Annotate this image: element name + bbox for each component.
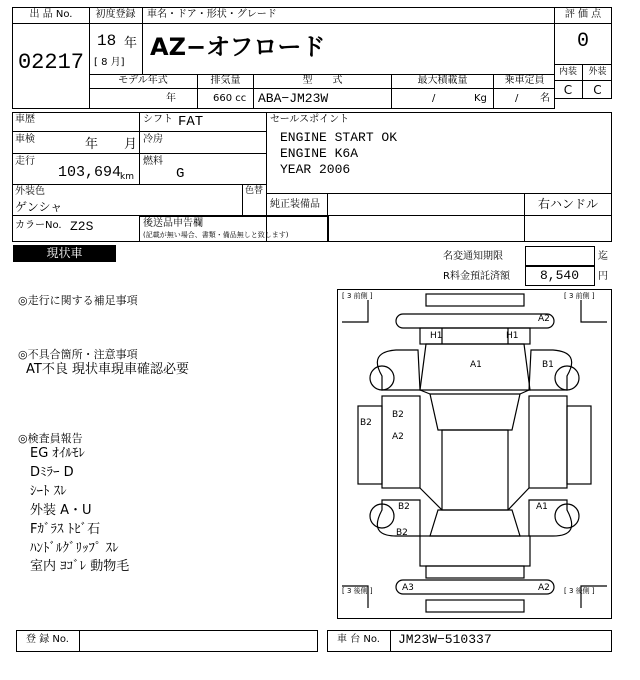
defect-text: AT不良 現状車現車確認必要: [26, 362, 189, 377]
inspector-item: 室内 ﾖｺﾞﾚ 動物毛: [30, 559, 130, 574]
equipment-label: 純正装備品: [270, 199, 320, 210]
recycle-unit: 円: [598, 271, 608, 282]
driving-notes-label: ◎走行に関する補足事項: [18, 294, 138, 307]
car-name-label: 車名・ドア・形状・グレード: [143, 7, 555, 24]
inspection-row: [12, 132, 267, 154]
registration-number-label: 登 録 No.: [16, 630, 80, 652]
damage-mark: H1: [506, 331, 519, 341]
inspector-label: ◎検査員報告: [18, 432, 83, 445]
damage-mark: B2: [398, 502, 410, 512]
displacement-label: 排気量: [198, 74, 254, 89]
score-label: 評 価 点: [554, 7, 612, 24]
color: ゲンシャ: [15, 200, 63, 214]
mileage: 103,694: [58, 164, 122, 181]
exterior-grade: C: [593, 83, 602, 97]
lot-number: 02217: [17, 50, 84, 75]
sales-point-3: YEAR 2006: [280, 162, 351, 177]
notice-label: 名変通知期限: [443, 251, 503, 262]
notice-unit: 迄: [598, 251, 608, 262]
car-name: AZ−オフロード: [150, 33, 326, 61]
damage-mark: A1: [536, 502, 548, 512]
damage-mark: B2: [392, 410, 404, 420]
rear-window: [430, 510, 520, 536]
damage-mark: B2: [396, 528, 408, 538]
color-no-label: カラーNo.: [15, 220, 62, 231]
mileage-unit: km: [120, 172, 134, 182]
interior-grade: C: [554, 81, 583, 99]
displacement: 660 cc: [213, 93, 247, 104]
chassis-number-label: 車 台 No.: [327, 630, 391, 652]
max-load-label: 最大積載量: [392, 74, 494, 89]
history-label: 車歴: [15, 114, 35, 125]
fuel-label: 燃料: [143, 156, 163, 167]
corner-label-br: [ 3 後側 ]: [564, 587, 595, 595]
damage-mark: B2: [360, 418, 372, 428]
equipment-divider: [524, 216, 525, 242]
docs-label: 後送品申告欄: [143, 218, 203, 229]
docs-note: (記載が無い場合、書類・備品無しと致します): [143, 231, 289, 239]
vehicle-diagram: [337, 289, 612, 619]
shift-label: シフト: [143, 114, 173, 125]
ac-label: 冷房: [143, 134, 163, 145]
max-load-slash: /: [432, 93, 436, 104]
sales-point-2: ENGINE K6A: [280, 146, 359, 161]
windshield: [430, 394, 520, 430]
first-reg-year: 18: [97, 32, 117, 50]
front-bumper: [396, 314, 554, 328]
first-reg-month: [ 8 月]: [94, 57, 125, 68]
inspection-label: 車検: [15, 134, 35, 145]
rear-lights: [426, 566, 524, 578]
damage-mark: A3: [402, 583, 414, 593]
corner-bracket-tr: [581, 300, 607, 322]
model-year-cell: [89, 89, 198, 109]
vehicle-outline: [338, 290, 611, 618]
inspector-item: ｼｰﾄ ｽﾚ: [30, 484, 67, 499]
inspector-item: Dﾐﾗｰ D: [30, 465, 74, 480]
first-registration-label: 初度登録: [89, 7, 143, 24]
first-reg-year-unit: 年: [124, 36, 138, 51]
damage-mark: A1: [470, 360, 482, 370]
rear-under: [426, 600, 524, 612]
repaint-label: 色替: [245, 186, 264, 196]
inspector-item: ﾊﾝﾄﾞﾙｸﾞﾘｯﾌﾟ ｽﾚ: [30, 541, 119, 556]
exterior-label: 外装: [583, 64, 612, 81]
left-front-fender: [377, 350, 420, 390]
recycle-label: R料金預託済額: [443, 271, 510, 282]
model-year-unit: 年: [166, 93, 176, 104]
damage-mark: A2: [538, 314, 550, 324]
damage-mark: B1: [542, 360, 554, 370]
front-under: [426, 294, 524, 306]
color-label: 外装色: [15, 186, 45, 197]
right-body-side: [567, 406, 591, 484]
damage-mark: A2: [538, 583, 550, 593]
capacity-slash: /: [515, 93, 519, 104]
rear-bumper: [396, 580, 554, 594]
score-value: 0: [576, 30, 589, 53]
notice-box: [525, 246, 595, 266]
fuel: G: [176, 166, 185, 182]
mileage-label: 走行: [15, 156, 35, 167]
damage-mark: A2: [392, 432, 404, 442]
damage-mark: H1: [430, 331, 443, 341]
sales-points-label: セールスポイント: [270, 114, 350, 125]
current-status-label: 現状車: [46, 246, 83, 260]
corner-label-tr: [ 3 前側 ]: [564, 292, 595, 300]
interior-label: 内装: [554, 64, 583, 81]
mileage-row: [12, 154, 267, 185]
recycle-amount: 8,540: [540, 268, 580, 283]
sales-point-1: ENGINE START OK: [280, 130, 398, 145]
inspector-item: Fｶﾞﾗｽ ﾄﾋﾞ石: [30, 522, 101, 537]
steering: 右ハンドル: [537, 197, 598, 211]
lot-number-label: 出 品 No.: [12, 7, 90, 24]
capacity-label: 乗車定員: [494, 74, 555, 89]
chassis-number: JM23W−510337: [398, 632, 492, 647]
inspector-item: EG ｵｲﾙﾓﾚ: [30, 446, 85, 461]
tailgate: [420, 536, 530, 566]
model-year-label: モデル年式: [89, 74, 198, 89]
shift: FAT: [178, 114, 204, 130]
model: ABA−JM23W: [258, 91, 329, 106]
corner-bracket-tl: [342, 300, 368, 322]
corner-label-bl: [ 3 後側 ]: [342, 587, 373, 595]
corner-label-tl: [ 3 前側 ]: [342, 292, 373, 300]
right-door: [529, 396, 567, 488]
capacity-unit: 名: [540, 93, 550, 104]
roof: [442, 430, 508, 510]
max-load-unit: Kg: [474, 93, 487, 104]
defect-notes-label: ◎不具合箇所・注意事項: [18, 348, 138, 361]
inspector-item: 外装 A・U: [30, 503, 92, 518]
color-no: Z2S: [70, 219, 94, 234]
inspection-value: 年 月: [85, 137, 138, 152]
model-label: 型 式: [254, 74, 392, 89]
